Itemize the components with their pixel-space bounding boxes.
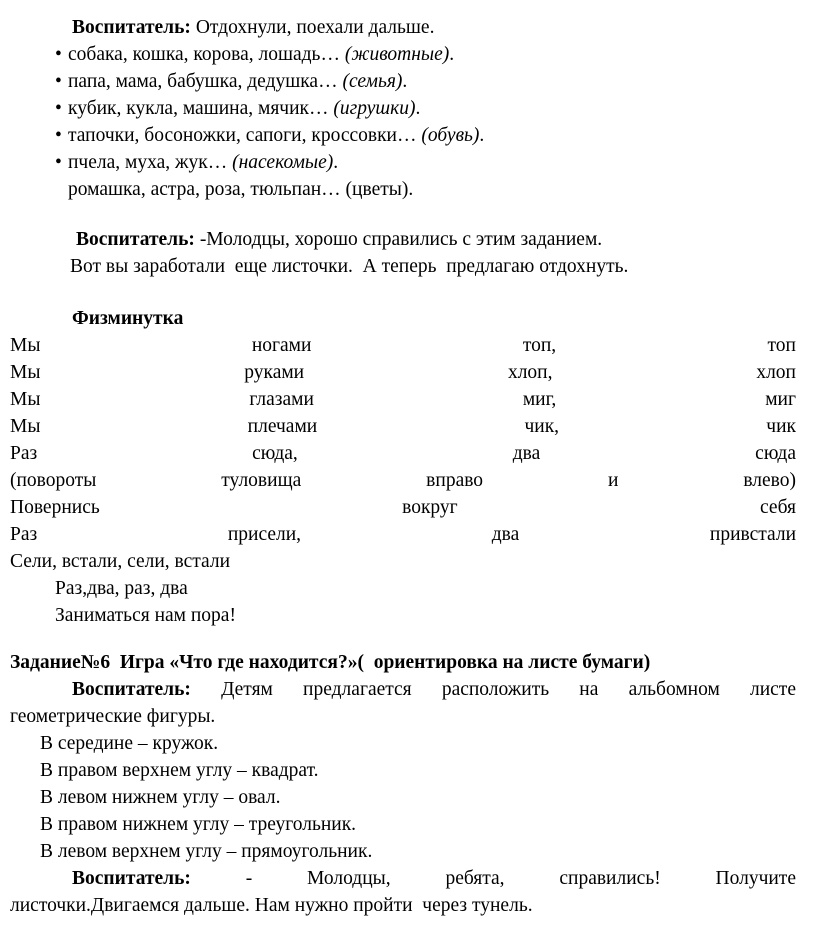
italic-text: (обувь) [421,125,480,146]
bullet-item-animals [10,41,796,68]
italic-text: (насекомые) [232,152,334,173]
text-run: папа, мама, бабушка, дедушка… [68,71,343,92]
text-run: . [415,98,421,119]
exercise-line [10,548,796,575]
line-flowers [10,176,796,203]
exercise-line [10,575,796,602]
teacher-praise-line [10,226,796,253]
teacher-line-rest [10,14,796,41]
text-run: Мы глазами миг, миг [10,389,796,410]
blank-line [10,203,796,226]
bold-text: Физминутка [72,308,184,329]
teacher-final-line [10,865,796,892]
blank-line [10,629,796,649]
text-run: Повернись вокруг себя [10,497,796,518]
text-run: геометрические фигуры. [10,706,216,727]
text-run: Мы ногами топ, топ [10,335,796,356]
bold-text: Воспитатель: [72,17,196,38]
bullet-dot: • [55,98,62,119]
blank-line [10,280,796,305]
placement-line-top-right [10,757,796,784]
text-run: пчела, муха, жук… [68,152,233,173]
bold-text: Воспитатель: [72,868,246,889]
text-run: Вот вы заработали еще листочки. А теперь предлагаю отдохнуть. [70,256,629,277]
bold-text: Воспитатель: [72,679,222,700]
text-run: Отдохнули, поехали дальше. [195,17,435,38]
placement-line-bottom-left [10,784,796,811]
text-run: тапочки, босоножки, сапоги, кроссовки… [68,125,422,146]
bullet-dot: • [55,44,62,65]
heading-fizminutka [10,305,796,332]
exercise-line [10,602,796,629]
italic-text: (игрушки) [333,98,416,119]
text-run: Сели, встали, сели, встали [10,551,231,572]
text-run: (повороты туловища вправо и влево) [10,470,796,491]
text-run: Раз,два, раз, два [55,578,188,599]
exercise-line [10,413,796,440]
placement-line-center [10,730,796,757]
exercise-line [10,332,796,359]
bullet-item-toys [10,95,796,122]
text-run: . [479,125,485,146]
text-run: собака, кошка, корова, лошадь… [68,44,345,65]
text-run: - Молодцы, ребята, справились! Получите [245,868,796,889]
bullet-dot: • [55,71,62,92]
placement-line-bottom-right [10,811,796,838]
teacher-praise-continuation [10,253,796,280]
bold-text: Задание№6 Игра «Что где находится?»( ориентировка на листе бумаги) [10,652,651,673]
bullet-dot: • [55,152,62,173]
task6-heading [10,649,796,676]
text-run: В левом нижнем углу – овал. [40,787,281,808]
exercise-line [10,386,796,413]
text-run: В правом верхнем углу – квадрат. [40,760,319,781]
text-run: . [449,44,455,65]
text-run: Мы плечами чик, чик [10,416,796,437]
text-run: В правом нижнем углу – треугольник. [40,814,357,835]
instruction-continuation [10,703,796,730]
bullet-item-insects [10,149,796,176]
exercise-line [10,467,796,494]
italic-text: (семья) [342,71,403,92]
text-run: . [402,71,408,92]
exercise-line [10,440,796,467]
bold-text: Воспитатель: [76,229,200,250]
bullet-item-footwear [10,122,796,149]
placement-line-top-left [10,838,796,865]
final-continuation [10,892,796,919]
bullet-item-family [10,68,796,95]
italic-text: (животные) [344,44,450,65]
text-run: кубик, кукла, машина, мячик… [68,98,334,119]
teacher-instruction-line [10,676,796,703]
text-run: В левом верхнем углу – прямоугольник. [40,841,373,862]
text-run: . [333,152,339,173]
exercise-line [10,521,796,548]
text-run: Раз сюда, два сюда [10,443,796,464]
text-run: ромашка, астра, роза, тюльпан… (цветы). [68,179,414,200]
text-run: Детям предлагается расположить на альбомном листе [221,679,796,700]
bullet-dot: • [55,125,62,146]
text-run: Мы руками хлоп, хлоп [10,362,796,383]
text-run: Раз присели, два привстали [10,524,796,545]
text-run: В середине – кружок. [40,733,219,754]
text-run: -Молодцы, хорошо справились с этим заданием. [199,229,603,250]
exercise-line [10,494,796,521]
text-run: листочки.Двигаемся дальше. Нам нужно пройти через тунель. [10,895,533,916]
exercise-line [10,359,796,386]
text-run: Заниматься нам пора! [55,605,236,626]
